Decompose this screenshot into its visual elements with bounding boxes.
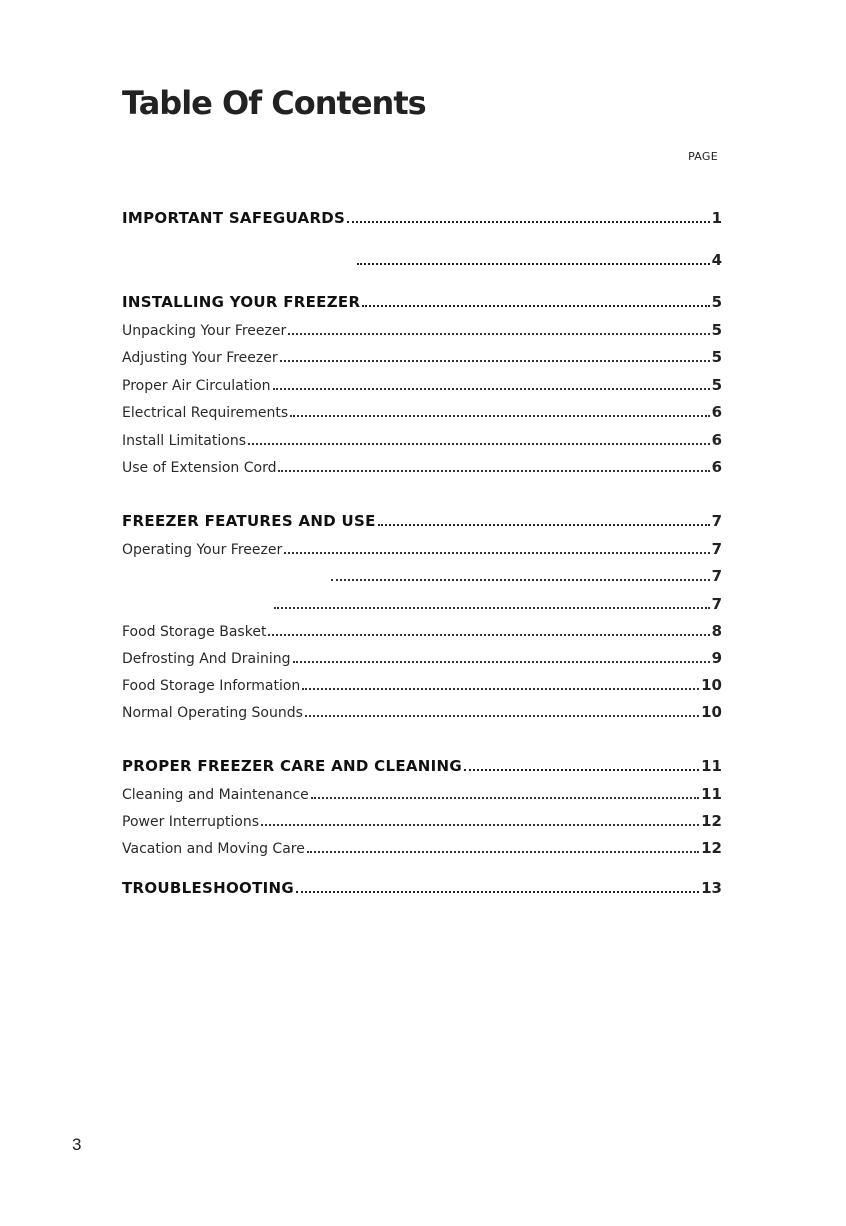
toc-entry-air-circulation[interactable] (122, 372, 722, 394)
toc-entry-blank[interactable] (122, 247, 722, 269)
dot-leader (331, 579, 710, 581)
toc-entry-food-info[interactable] (122, 672, 722, 694)
toc-entry-label: Proper Air Circulation (122, 378, 271, 394)
dot-leader (273, 388, 710, 390)
toc-entry-installing[interactable] (122, 289, 722, 311)
toc-entry-important-safeguards[interactable] (122, 205, 722, 227)
toc-entry-label: INSTALLING YOUR FREEZER (122, 293, 361, 311)
toc-entry-page: 7 (711, 567, 722, 585)
toc-entry-page: 5 (711, 376, 722, 394)
toc-entry-page: 11 (701, 757, 722, 775)
page-number: 3 (72, 1135, 82, 1154)
toc-entry-page: 13 (701, 879, 722, 897)
dot-leader (284, 552, 709, 554)
toc-entry-defrosting[interactable] (122, 645, 722, 667)
toc-entry-page: 5 (711, 348, 722, 366)
toc-entry-power[interactable] (122, 808, 722, 830)
toc-entry-label: Vacation and Moving Care (122, 841, 305, 857)
toc-entry-label: Operating Your Freezer (122, 542, 283, 558)
toc-entry-label: PROPER FREEZER CARE AND CLEANING (122, 757, 462, 775)
toc-entry-maintenance[interactable] (122, 781, 722, 803)
toc-entry-label: Normal Operating Sounds (122, 705, 303, 721)
toc-entry-page: 7 (711, 595, 722, 613)
dot-leader (293, 661, 710, 663)
toc-entry-page: 4 (711, 251, 722, 269)
page-column-header: PAGE (688, 150, 718, 163)
document-title: Table Of Contents (122, 84, 426, 122)
toc-entry-adjusting[interactable] (122, 344, 722, 366)
toc-entry-label: FREEZER FEATURES AND USE (122, 512, 376, 530)
toc-entry-label: IMPORTANT SAFEGUARDS (122, 209, 346, 227)
toc-entry-page: 10 (701, 703, 722, 721)
dot-leader (362, 305, 709, 307)
toc-entry-electrical[interactable] (122, 399, 722, 421)
toc-entry-page: 12 (701, 812, 722, 830)
dot-leader (464, 769, 699, 771)
toc-entry-page: 7 (711, 512, 722, 530)
toc-entry-page: 5 (711, 293, 722, 311)
dot-leader (296, 891, 699, 893)
dot-leader (278, 470, 709, 472)
toc-entry-label: Unpacking Your Freezer (122, 323, 287, 339)
toc-entry-page: 1 (711, 209, 722, 227)
toc-entry-vacation[interactable] (122, 835, 722, 857)
toc-entry-label: Electrical Requirements (122, 405, 289, 421)
toc-entry-label: Food Storage Information (122, 678, 301, 694)
toc-entry-page: 5 (711, 321, 722, 339)
toc-entry-label: Cleaning and Maintenance (122, 787, 309, 803)
toc-entry-blank[interactable] (122, 591, 722, 613)
toc-entry-label: Defrosting And Draining (122, 651, 291, 667)
dot-leader (261, 824, 699, 826)
toc-entry-label: Use of Extension Cord (122, 460, 277, 476)
toc-entry-page: 12 (701, 839, 722, 857)
toc-entry-page: 6 (711, 403, 722, 421)
toc-entry-label: Power Interruptions (122, 814, 260, 830)
toc-entry-sounds[interactable] (122, 699, 722, 721)
dot-leader (307, 851, 699, 853)
dot-leader (357, 263, 710, 265)
toc-entry-page: 8 (711, 622, 722, 640)
dot-leader (378, 524, 710, 526)
toc-entry-extension-cord[interactable] (122, 454, 722, 476)
toc-entry-label: TROUBLESHOOTING (122, 879, 294, 897)
dot-leader (268, 634, 709, 636)
toc-entry-page: 6 (711, 431, 722, 449)
toc-entry-care-cleaning[interactable] (122, 753, 722, 775)
toc-entry-label: Install Limitations (122, 433, 246, 449)
dot-leader (280, 360, 710, 362)
dot-leader (305, 715, 699, 717)
dot-leader (274, 607, 710, 609)
toc-entry-features[interactable] (122, 508, 722, 530)
dot-leader (347, 221, 709, 223)
toc-entry-troubleshooting[interactable] (122, 875, 722, 897)
toc-entry-install-limitations[interactable] (122, 427, 722, 449)
toc-entry-page: 11 (701, 785, 722, 803)
toc-entry-page: 10 (701, 676, 722, 694)
toc-entry-label: Food Storage Basket (122, 624, 267, 640)
dot-leader (302, 688, 699, 690)
toc-entry-page: 7 (711, 540, 722, 558)
toc-entry-blank[interactable] (122, 563, 722, 585)
toc-entry-food-basket[interactable] (122, 618, 722, 640)
dot-leader (248, 443, 710, 445)
toc-entry-unpacking[interactable] (122, 317, 722, 339)
dot-leader (290, 415, 709, 417)
toc-entry-page: 6 (711, 458, 722, 476)
dot-leader (288, 333, 709, 335)
toc-entry-page: 9 (711, 649, 722, 667)
toc-entry-operating[interactable] (122, 536, 722, 558)
toc-entry-label: Adjusting Your Freezer (122, 350, 278, 366)
dot-leader (311, 797, 699, 799)
